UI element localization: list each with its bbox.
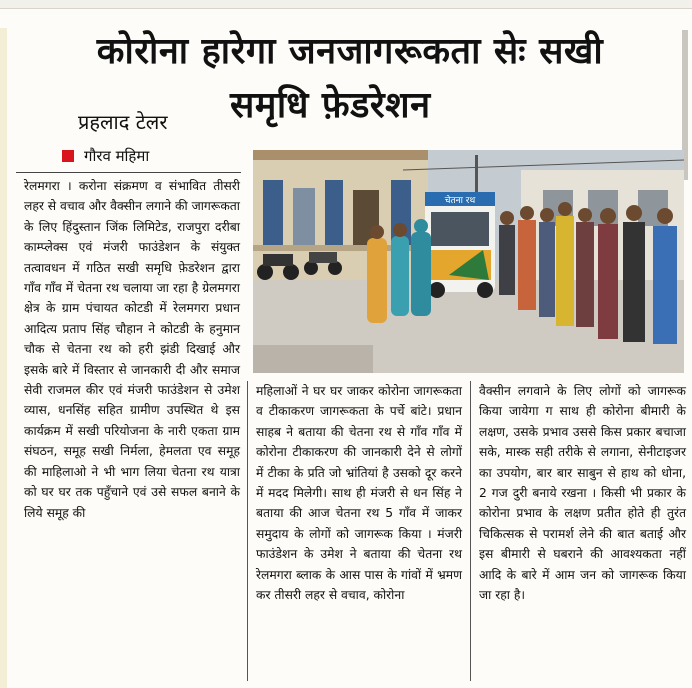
byline: प्रहलाद टेलर [78, 110, 168, 134]
column-divider-2 [470, 381, 471, 681]
kicker-label: गौरव महिमा [84, 147, 150, 165]
previous-article-edge [0, 0, 692, 9]
red-square-icon [62, 150, 74, 162]
headline-line-2: समृधि फ़ेडरेशन [230, 85, 431, 126]
article-column-2: महिलाओं ने घर घर जाकर कोरोना जागरूकता व टीकाकरण जागरूकता के पर्चे बांटे। प्रधान साहब ने बताया की चेतना रथ से गाँव गाँव में कोरोना टीकाकरण की जानकारी देने से लोगों में टीका के प्रति जो भ्रांतियां है उसको दूर करने में मदद मिलेगी। साथ ही मंजरी से धन सिंह ने बताया की आज चेतना रथ 5 गाँव में जाकर समुदाय के लोगों को जागरूक किया । मंजरी फाउंडेशन के उमेश ने बताया की चेतना रथ रेलमगरा ब्लाक के आस पास के गांवों में भ्रमण कर तीसरी लहर से वचाव, कोरोना [256, 384, 462, 603]
page-margin-strip [0, 28, 7, 688]
van-sign-text: चेतना रथ [444, 196, 476, 206]
news-photo [253, 150, 684, 373]
article-column-1: रेलमगरा । करोना संक्रमण व संभावित तीसरी लहर से वचाव और वैक्सीन लगाने की जागरूकता के लिए हिंदुस्तान जिंक लिमिटेड, राजपुरा दरीबा काम्प्लेक्स एवं मंजरी फाउंडेशन के संयुक्त तत्वावधन में गठित सखी समृधि फ़ेडरेशन द्वारा गाँव गाँव में चेतना रथ चलाया जा रहा है ग्रेलमगरा क्षेत्र के ग्राम पंचायत कोटडी में रेलमगरा प्रधान आदित्य प्रताप सिंह चौहान ने कोटडी के हनुमान चौक से चेतना रथ को हरी झंडी दिखाई और इसके बारे में विस्तार से जानकारी दी और समाज सेवी राजमल कीर एवं मंजरी फाउंडेशन से उमेश व्यास, धनसिंह सहित ग्रामीण उपस्थित थे इस कार्यक्रम में सखी परियोजना के नारी एकता ग्राम संघठन, समूह सखी निर्मला, हेमलता एव समूह की माहिलाओ ने भी भाग लिया चेतना रथ यात्रा को घर घर तक पहुँचाने एवं उसे सफल बनाने के लिये समूह की [24, 179, 240, 520]
headline-line-1: कोरोना हारेगा जनजागरूकता सेः सखी [96, 31, 604, 72]
kicker [62, 146, 149, 166]
kicker-rule [16, 172, 241, 173]
article-column-3: वैक्सीन लगवाने के लिए लोगों को जागरूक किया जायेगा ग साथ ही कोरोना बीमारी के लक्षण, उसके प्रभाव उससे किस प्रकार बचाजा सके, मास्क सही तरीके से लगाना, सेनीटाइजर का उपयोग, बार बार साबुन से हाथ को धोना, 2 गज दुरी बनाये रखना । किसी भी प्रकार के कोरोना प्रभाव के लक्षण प्रतीत होते ही तुरंत चिकित्सक से परामर्श लेने की बात बताई और इस बीमारी से घबराने की आवश्यकता नहीं आदि के बारे में आम जन को जागरूक किया जा रहा है। [479, 384, 686, 603]
column-divider-1 [247, 381, 248, 681]
